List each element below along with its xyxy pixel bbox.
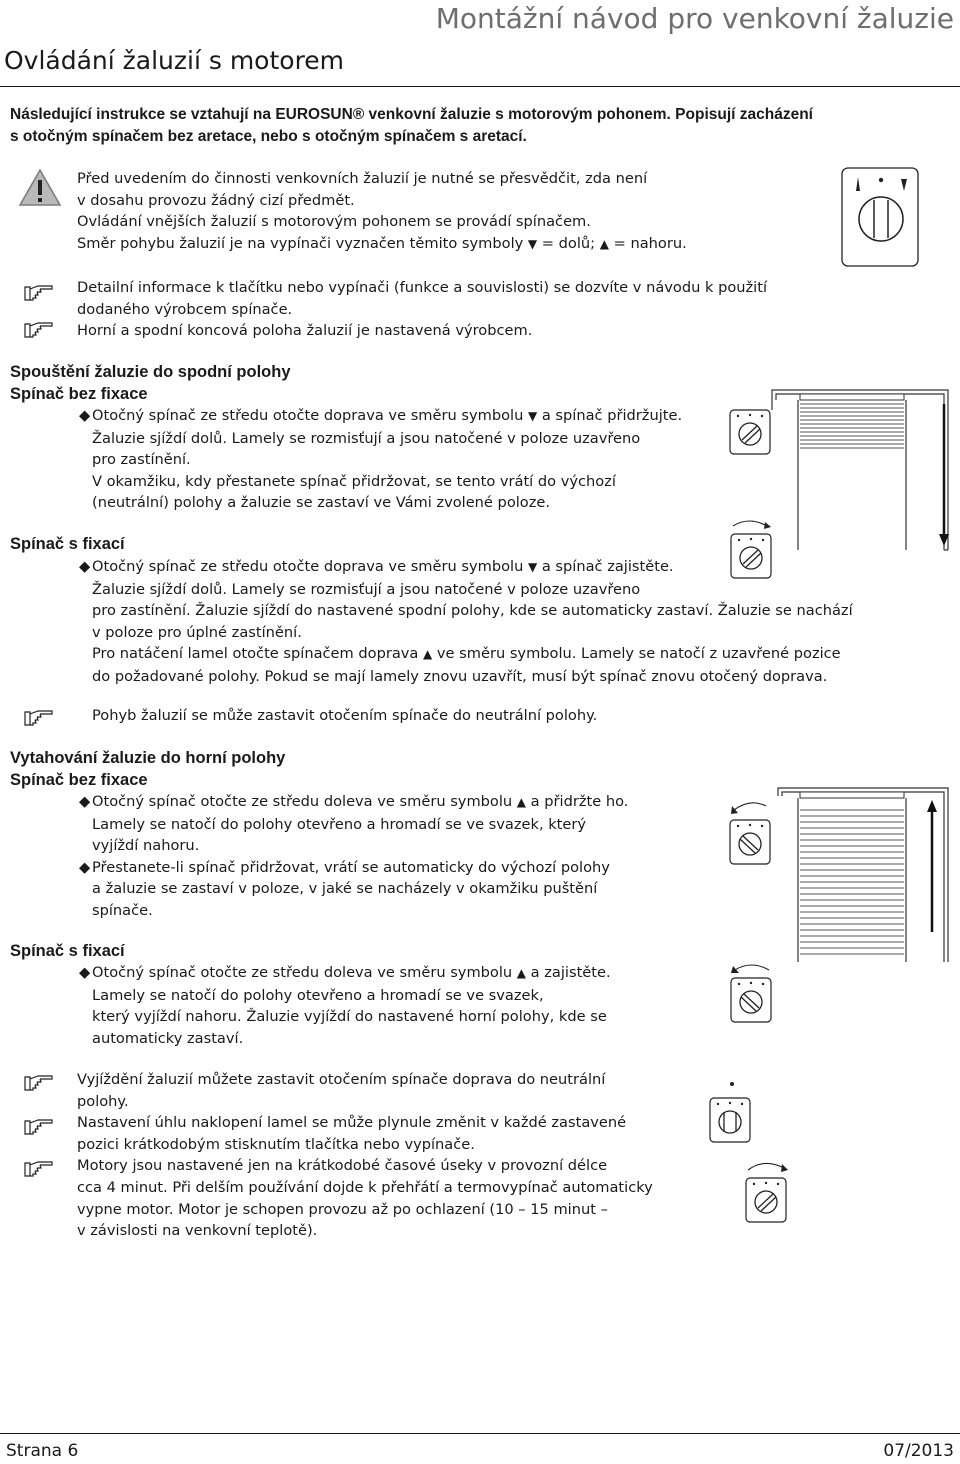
- header-rule: [0, 86, 960, 87]
- rotary-switch-icon: [725, 962, 779, 1026]
- triangle-down-icon: ▼: [527, 236, 538, 251]
- section-title: Ovládání žaluzií s motorem: [4, 46, 345, 75]
- pointing-hand-icon: [24, 283, 54, 303]
- direction-legend: Směr pohybu žaluzií je na vypínači vyznačen těmito symboly ▼ = dolů; ▲ = nahoru.: [77, 234, 687, 252]
- down-fix-text: ◆ Otočný spínač ze středu otočte doprava ve směru symbolu ▼ a spínač zajistěte. Žaluzie sjíždí dolů. Lamely se rozmisťují a jsou natočené v poloze uzavřeno pro zastínění. Žaluzie sjíždí do nastavené spodní polohy, kde se automaticky zastaví. Žaluzie se nachází v poloze pro úplné zastínění. Pro natáčení lamel otočte spínačem doprava ▲ ve směru symbolu. Lamely se natočí z uzavřené pozice do požadované polohy. Pokud se mají lamely znovu uzavřít, musí být spínač znovu otočený doprava.: [79, 558, 853, 685]
- diamond-bullet-icon: ◆: [79, 793, 91, 810]
- triangle-up-icon: ▲: [599, 236, 609, 251]
- up-fix-text: ◆ Otočný spínač otočte ze středu doleva ve směru symbolu ▲ a zajistěte. Lamely se natočí do polohy otevřeno a hromadí se ve svazek, který vyjíždí nahoru. Žaluzie vyjíždí do nastavené horní polohy, kde se automaticky zastaví.: [79, 964, 611, 1047]
- blind-icon: [722, 782, 956, 962]
- down-fix-heading: Spínač s fixací: [10, 535, 125, 553]
- down-nofix-text: ◆ Otočný spínač ze středu otočte doprava ve směru symbolu ▼ a spínač přidržujte. Žaluzie sjíždí dolů. Lamely se rozmisťují a jsou natočené v poloze uzavřeno pro zastínění. V okamžiku, kdy přestanete spínač přidržovat, se tento vrátí do výchozí (neutrální) polohy a žaluzie se zastaví ve Vámi zvolené poloze.: [79, 407, 683, 512]
- diamond-bullet-icon: ◆: [79, 858, 91, 876]
- footer-rule: [0, 1433, 960, 1434]
- diamond-bullet-icon: ◆: [79, 964, 91, 981]
- down-note: Pohyb žaluzií se může zastavit otočením spínače do neutrální polohy.: [92, 707, 598, 724]
- pointing-hand-icon: [24, 708, 54, 728]
- notes-top: Detailní informace k tlačítku nebo vypínači (funkce a souvislosti) se dozvíte v návodu k použití dodaného výrobcem spínače. Horní a spodní koncová poloha žaluzií je nastavená výrobcem.: [77, 279, 767, 340]
- pointing-hand-icon: [24, 320, 54, 340]
- rotary-switch-icon: [740, 1160, 794, 1226]
- warning-text: Před uvedením do činnosti venkovních žaluzií je nutné se přesvědčit, zda není v dosahu provozu žádný cizí předmět. Ovládání vnějších žaluzií s motorovým pohonem se provádí spínačem. Směr pohybu žaluzií je na vypínači vyznačen těmito symboly ▼ = dolů; ▲ = nahoru.: [77, 168, 687, 255]
- page-number: Strana 6: [6, 1441, 79, 1461]
- warning-icon: [18, 168, 62, 208]
- rotary-switch-icon: [841, 167, 919, 267]
- triangle-down-icon: ▼: [527, 560, 538, 574]
- triangle-up-icon: ▲: [516, 966, 527, 980]
- up-nofix-heading: Spínač bez fixace: [10, 771, 148, 789]
- pointing-hand-icon: [24, 1117, 54, 1137]
- triangle-up-icon: ▲: [516, 795, 527, 809]
- pointing-hand-icon: [24, 1159, 54, 1179]
- up-fix-heading: Spínač s fixací: [10, 942, 125, 960]
- intro-text: Následující instrukce se vztahují na EUROSUN® venkovní žaluzie s motorovým pohonem. Popisují zacházení s otočným spínačem bez aretace, nebo s otočným spínačem s aretací.: [10, 106, 813, 145]
- notes-bottom: Vyjíždění žaluzií můžete zastavit otočením spínače doprava do neutrální polohy. Nastavení úhlu naklopení lamel se může plynule změnit v každé zastavené pozici krátkodobým stisknutím tlačítka nebo vypínače. Motory jsou nastavené jen na krátkodobé časové úseky v provozní délce cca 4 minut. Při delším používání dojde k přehřátí a termovypínač automaticky vypne motor. Motor je schopen provozu až po ochlazení (10 – 15 minut – v závislosti na venkovní teplotě).: [77, 1071, 653, 1240]
- rotary-switch-icon: [708, 1078, 758, 1144]
- document-date: 07/2013: [883, 1441, 954, 1461]
- triangle-up-icon: ▲: [423, 647, 433, 662]
- pointing-hand-icon: [24, 1073, 54, 1093]
- down-heading: Spouštění žaluzie do spodní polohy: [10, 363, 291, 381]
- up-heading: Vytahování žaluzie do horní polohy: [10, 749, 286, 767]
- document-title: Montážní návod pro venkovní žaluzie: [435, 2, 954, 35]
- triangle-down-icon: ▼: [527, 409, 538, 423]
- diamond-bullet-icon: ◆: [79, 558, 91, 575]
- rotary-switch-icon: [725, 518, 779, 582]
- down-nofix-heading: Spínač bez fixace: [10, 385, 148, 403]
- diamond-bullet-icon: ◆: [79, 407, 91, 424]
- up-nofix-text: ◆ Otočný spínač otočte ze středu doleva ve směru symbolu ▲ a přidržte ho. Lamely se natočí do polohy otevřeno a hromadí se ve svazek, který vyjíždí nahoru. ◆ Přestanete-li spínač přidržovat, vrátí se automaticky do výchozí polohy a žaluzie se zastaví v poloze, v jaké se nacházely v okamžiku puštění spínače.: [79, 793, 629, 919]
